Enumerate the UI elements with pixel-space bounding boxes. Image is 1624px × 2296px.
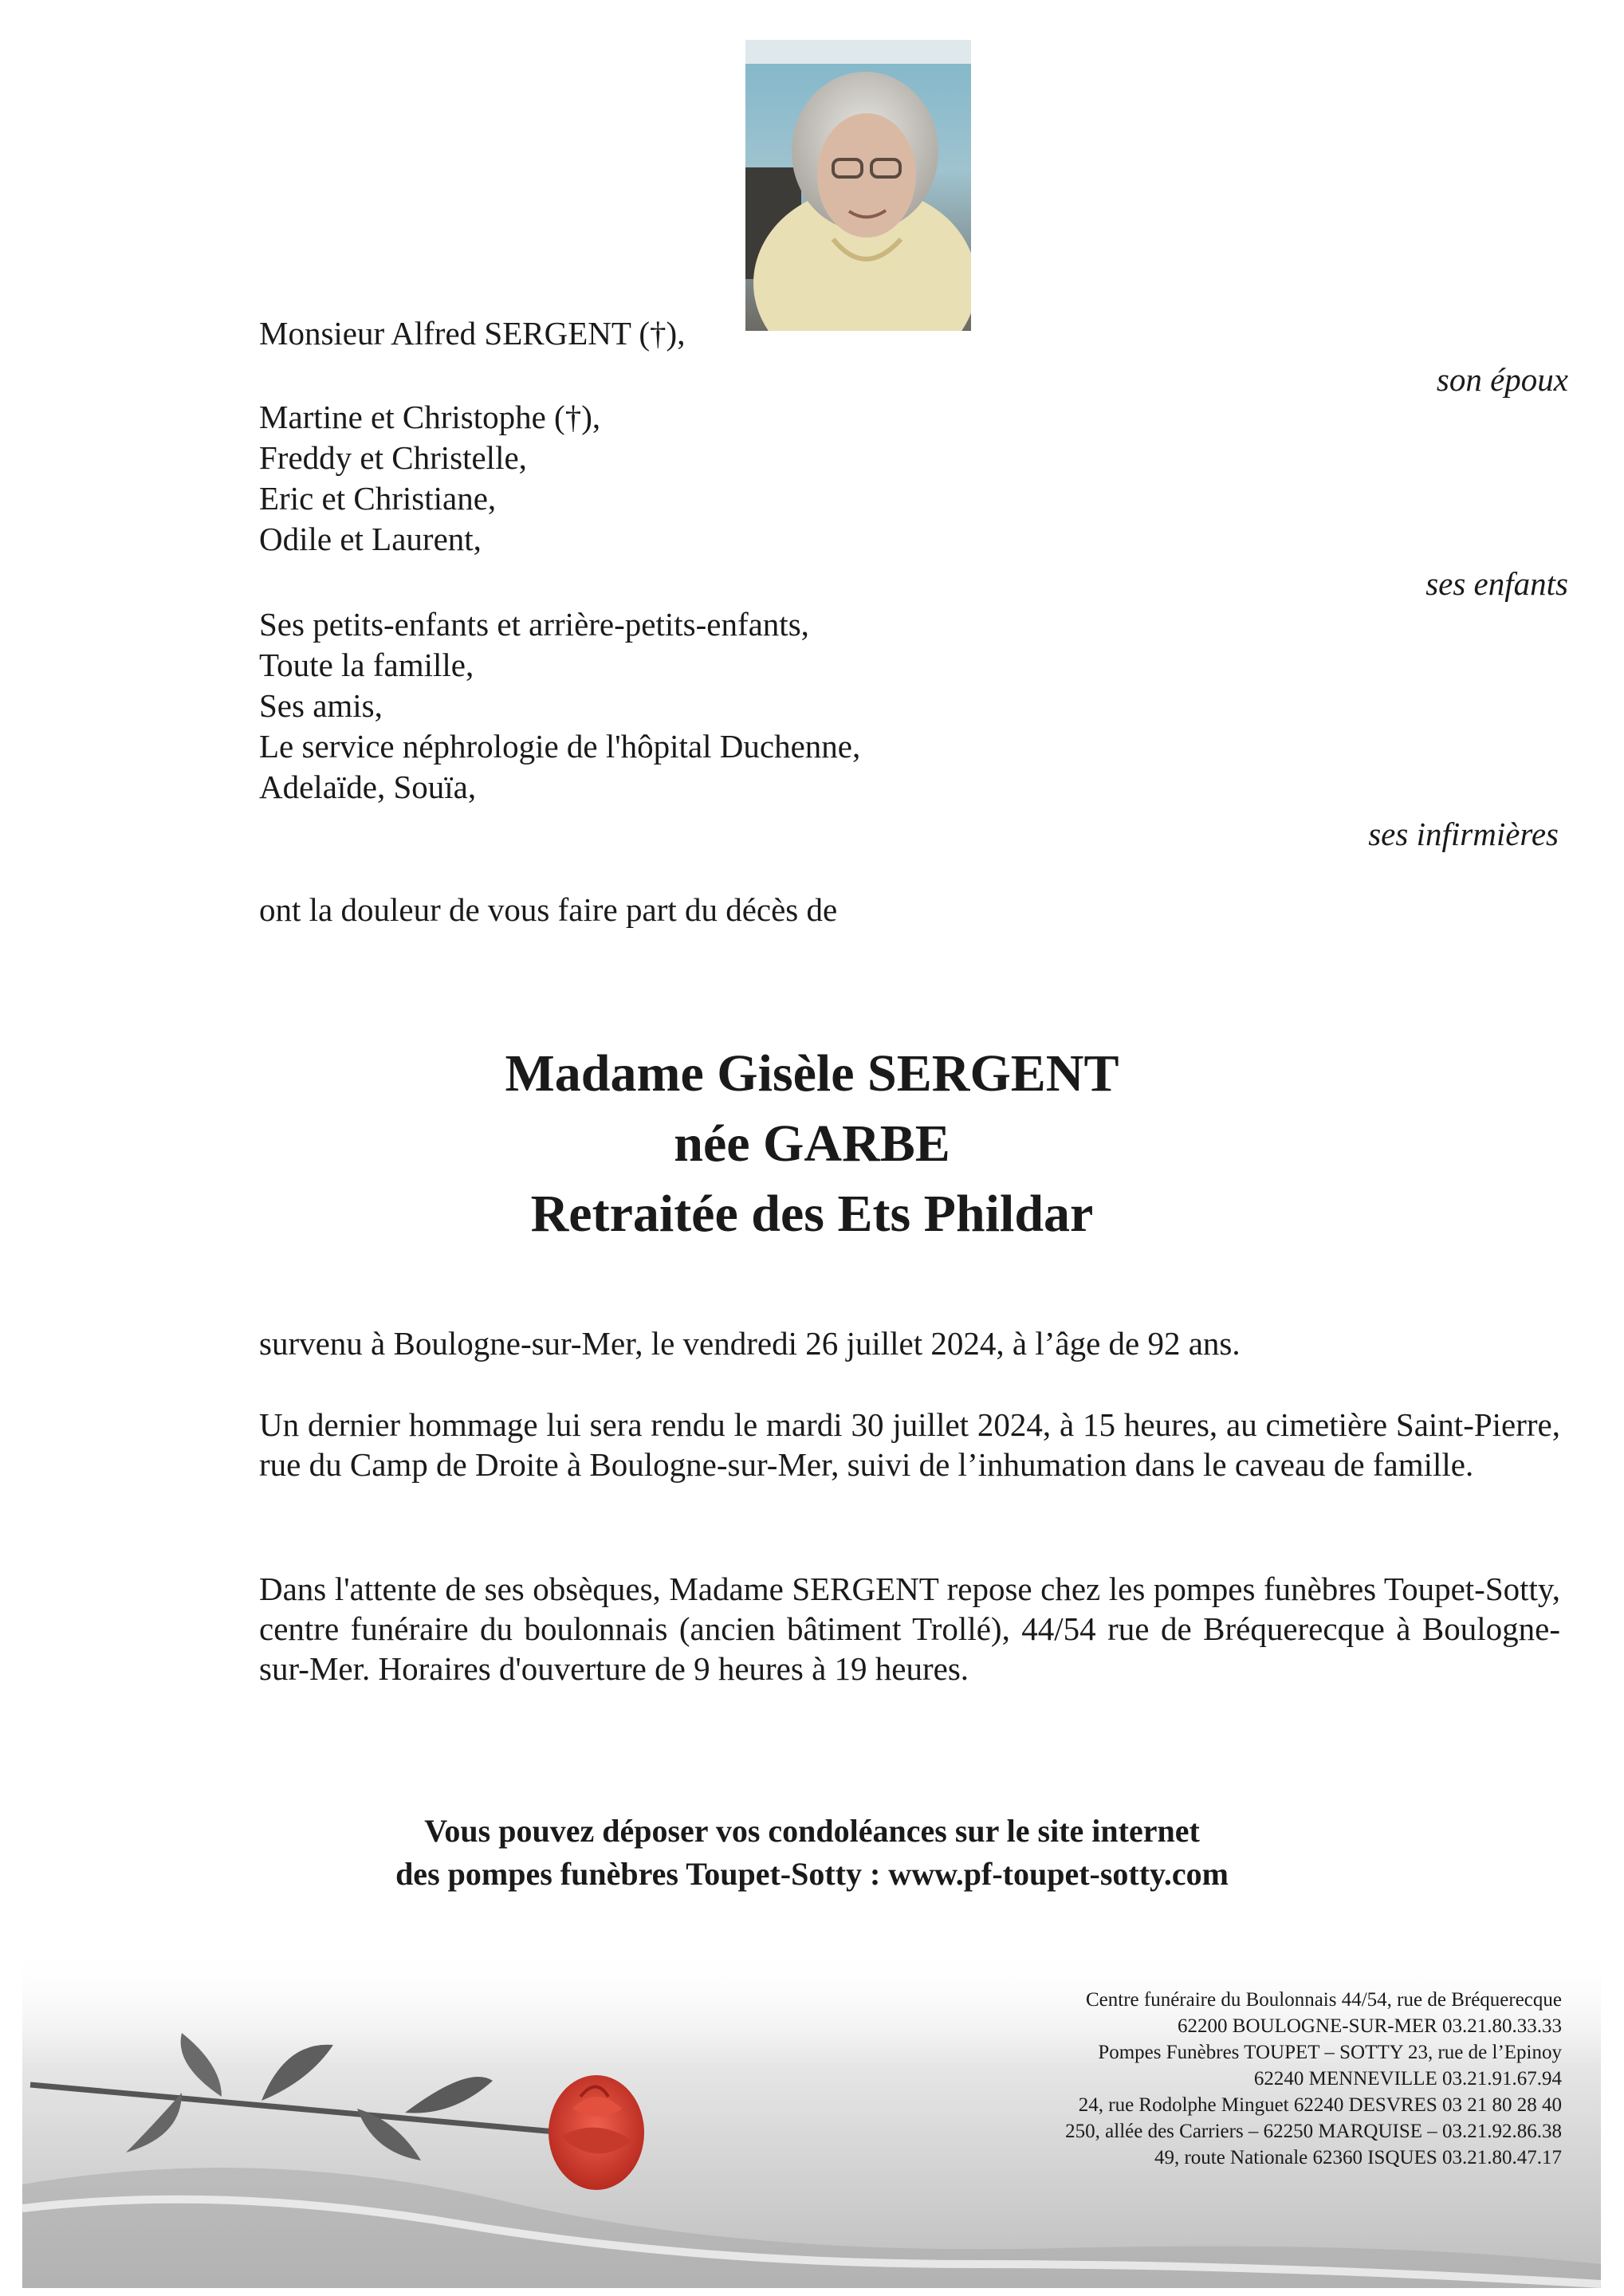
- address-line: Centre funéraire du Boulonnais 44/54, rue de Bréquerecque: [1085, 1989, 1562, 2011]
- deceased-name: Madame Gisèle SERGENT: [505, 1044, 1119, 1103]
- address-line: 24, rue Rodolphe Minguet 62240 DESVRES 03 21 80 28 40: [1078, 2094, 1562, 2116]
- child-line-2: Freddy et Christelle,: [259, 439, 527, 476]
- nurses-role: ses infirmières: [1368, 816, 1559, 852]
- announcement-line: ont la douleur de vous faire part du décès de: [259, 891, 838, 928]
- address-line: Pompes Funèbres TOUPET – SOTTY 23, rue de l’Epinoy: [1098, 2042, 1562, 2063]
- tribute-details: Un dernier hommage lui sera rendu le mardi 30 juillet 2024, à 15 heures, au cimetière Saint-Pierre, rue du Camp de Droite à Boulogne-sur-Mer, suivi de l’inhumation dans le caveau de famille.: [259, 1406, 1560, 1483]
- death-details: survenu à Boulogne-sur-Mer, le vendredi 26 juillet 2024, à l’âge de 92 ans.: [259, 1325, 1241, 1362]
- child-line-1: Martine et Christophe (†),: [259, 399, 601, 435]
- address-line: 62240 MENNEVILLE 03.21.91.67.94: [1253, 2068, 1562, 2090]
- others-line-5: Adelaïde, Souïa,: [259, 769, 477, 805]
- portrait-photo: [745, 40, 971, 331]
- address-block: [1065, 1987, 1562, 2171]
- address-line: 62200 BOULOGNE-SUR-MER 03.21.80.33.33: [1178, 2015, 1562, 2037]
- address-line: 250, allée des Carriers – 62250 MARQUISE – 03.21.92.86.38: [1065, 2121, 1562, 2142]
- condolences-line-1: Vous pouvez déposer vos condoléances sur le site internet: [424, 1813, 1200, 1849]
- child-line-4: Odile et Laurent,: [259, 521, 482, 557]
- others-line-1: Ses petits-enfants et arrière-petits-enfants,: [259, 606, 809, 643]
- husband-line: Monsieur Alfred SERGENT (†),: [259, 315, 686, 352]
- address-line: 49, route Nationale 62360 ISQUES 03.21.80.47.17: [1154, 2147, 1562, 2168]
- rest-details: Dans l'attente de ses obsèques, Madame SERGENT repose chez les pompes funèbres Toupet-Sotty, centre funéraire du boulonnais (ancien bâtiment Trollé), 44/54 rue de Bréquerecque à Boulogne-sur-Mer. Horaires d'ouverture de 9 heures à 19 heures.: [259, 1571, 1560, 1687]
- condolences-line-2: des pompes funèbres Toupet-Sotty : www.pf-toupet-sotty.com: [395, 1856, 1229, 1892]
- children-role: ses enfants: [1425, 565, 1568, 602]
- child-line-3: Eric et Christiane,: [259, 480, 497, 517]
- occupation: Retraitée des Ets Phildar: [530, 1185, 1094, 1243]
- others-line-3: Ses amis,: [259, 687, 383, 724]
- others-line-4: Le service néphrologie de l'hôpital Duchenne,: [259, 728, 861, 765]
- husband-role: son époux: [1436, 361, 1568, 398]
- maiden-name: née GARBE: [674, 1115, 950, 1173]
- others-line-2: Toute la famille,: [259, 647, 474, 683]
